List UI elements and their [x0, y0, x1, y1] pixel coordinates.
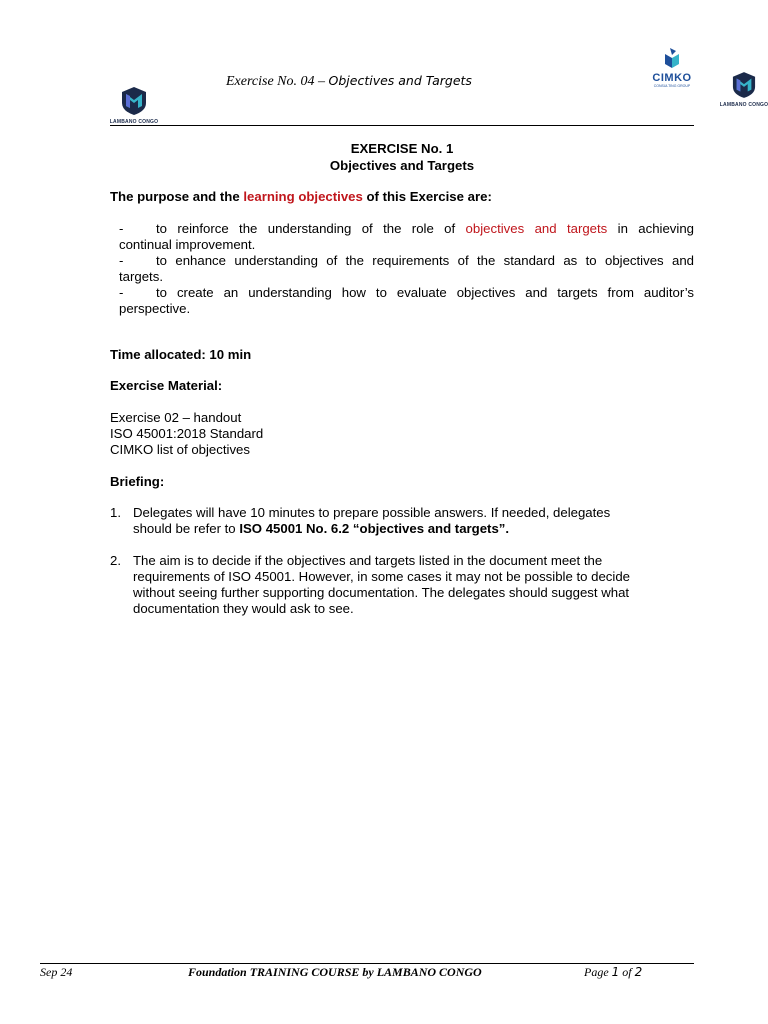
bullet-dash: - [119, 285, 124, 300]
footer-course: Foundation TRAINING COURSE by LAMBANO CONGO [188, 965, 482, 979]
material-item-2: ISO 45001:2018 Standard [110, 426, 264, 441]
lambano-congo-logo-right [718, 71, 768, 108]
header-exercise-label: Exercise No. 04 – [226, 74, 326, 89]
lambano-congo-logo-left [108, 86, 160, 125]
material-item-3: CIMKO list of objectives [110, 442, 250, 457]
bullet-1-text: to reinforce the understanding of the role of [156, 221, 466, 236]
shield-m-icon [121, 86, 147, 116]
cimko-tagline: CONSULTING GROUP [653, 84, 691, 88]
footer-rule [40, 963, 694, 964]
briefing-item-1 [110, 505, 694, 537]
footer-date: Sep 24 [40, 965, 73, 979]
time-allocated: Time allocated: 10 min [110, 347, 252, 362]
page-prefix: Page [584, 965, 612, 979]
header-title [226, 73, 472, 90]
briefing-2-line: The aim is to decide if the objectives and targets listed in the document meet the [133, 553, 603, 568]
exercise-subheading: Objectives and Targets [329, 158, 475, 173]
purpose-suffix: of this Exercise are: [362, 189, 492, 204]
cimko-logo [648, 46, 696, 89]
briefing-2-line: without seeing further supporting documentation. The delegates should suggest what [133, 585, 630, 600]
footer-page-number [584, 965, 642, 980]
bullet-dash: - [119, 253, 124, 268]
objective-bullet-1 [119, 221, 694, 253]
purpose-prefix: The purpose and the [110, 189, 244, 204]
material-item-1: Exercise 02 – handout [110, 410, 242, 425]
bullet-1-highlight: objectives and targets [465, 221, 608, 236]
bullet-2-continuation: targets. [119, 269, 163, 284]
bullet-1-continuation: continual improvement. [119, 237, 256, 252]
header-exercise-subtitle: Objectives and Targets [328, 73, 472, 88]
briefing-item-number: 2. [110, 553, 121, 568]
briefing-heading: Briefing: [110, 474, 165, 489]
material-heading: Exercise Material: [110, 378, 223, 393]
page-total: 2 [634, 965, 643, 979]
objective-bullet-2 [119, 253, 694, 285]
shield-m-icon [732, 71, 756, 99]
exercise-heading: EXERCISE No. 1 [350, 141, 454, 156]
briefing-1-line: Delegates will have 10 minutes to prepare possible answers. If needed, delegates [133, 505, 611, 520]
page-of: of [619, 965, 635, 979]
bullet-1-text-end: in achieving [607, 221, 694, 236]
bullet-dash: - [119, 221, 124, 236]
logo-right-caption: LAMBANO CONGO [719, 102, 768, 108]
briefing-2-line: requirements of ISO 45001. However, in some cases it may not be possible to decide [133, 569, 630, 584]
objective-bullet-3 [119, 285, 694, 317]
cimko-wordmark: CIMKO [652, 72, 692, 84]
briefing-1-line2: should be refer to [133, 521, 240, 536]
logo-left-caption: LAMBANO CONGO [109, 119, 159, 125]
bullet-3-text: to create an understanding how to evaluate objectives and targets from auditor’s [156, 285, 694, 300]
purpose-statement [110, 189, 694, 205]
briefing-2-line: documentation they would ask to see. [133, 601, 354, 616]
bullet-2-text: to enhance understanding of the requirements of the standard as to objectives and [156, 253, 694, 268]
cimko-mark-icon [661, 46, 683, 70]
briefing-1-reference: ISO 45001 No. 6.2 “objectives and targets”. [239, 521, 510, 536]
page-current: 1 [611, 965, 620, 979]
briefing-item-2 [110, 553, 694, 617]
purpose-highlight: learning objectives [243, 189, 363, 204]
header-rule [110, 125, 694, 126]
briefing-item-number: 1. [110, 505, 121, 520]
bullet-3-continuation: perspective. [119, 301, 191, 316]
